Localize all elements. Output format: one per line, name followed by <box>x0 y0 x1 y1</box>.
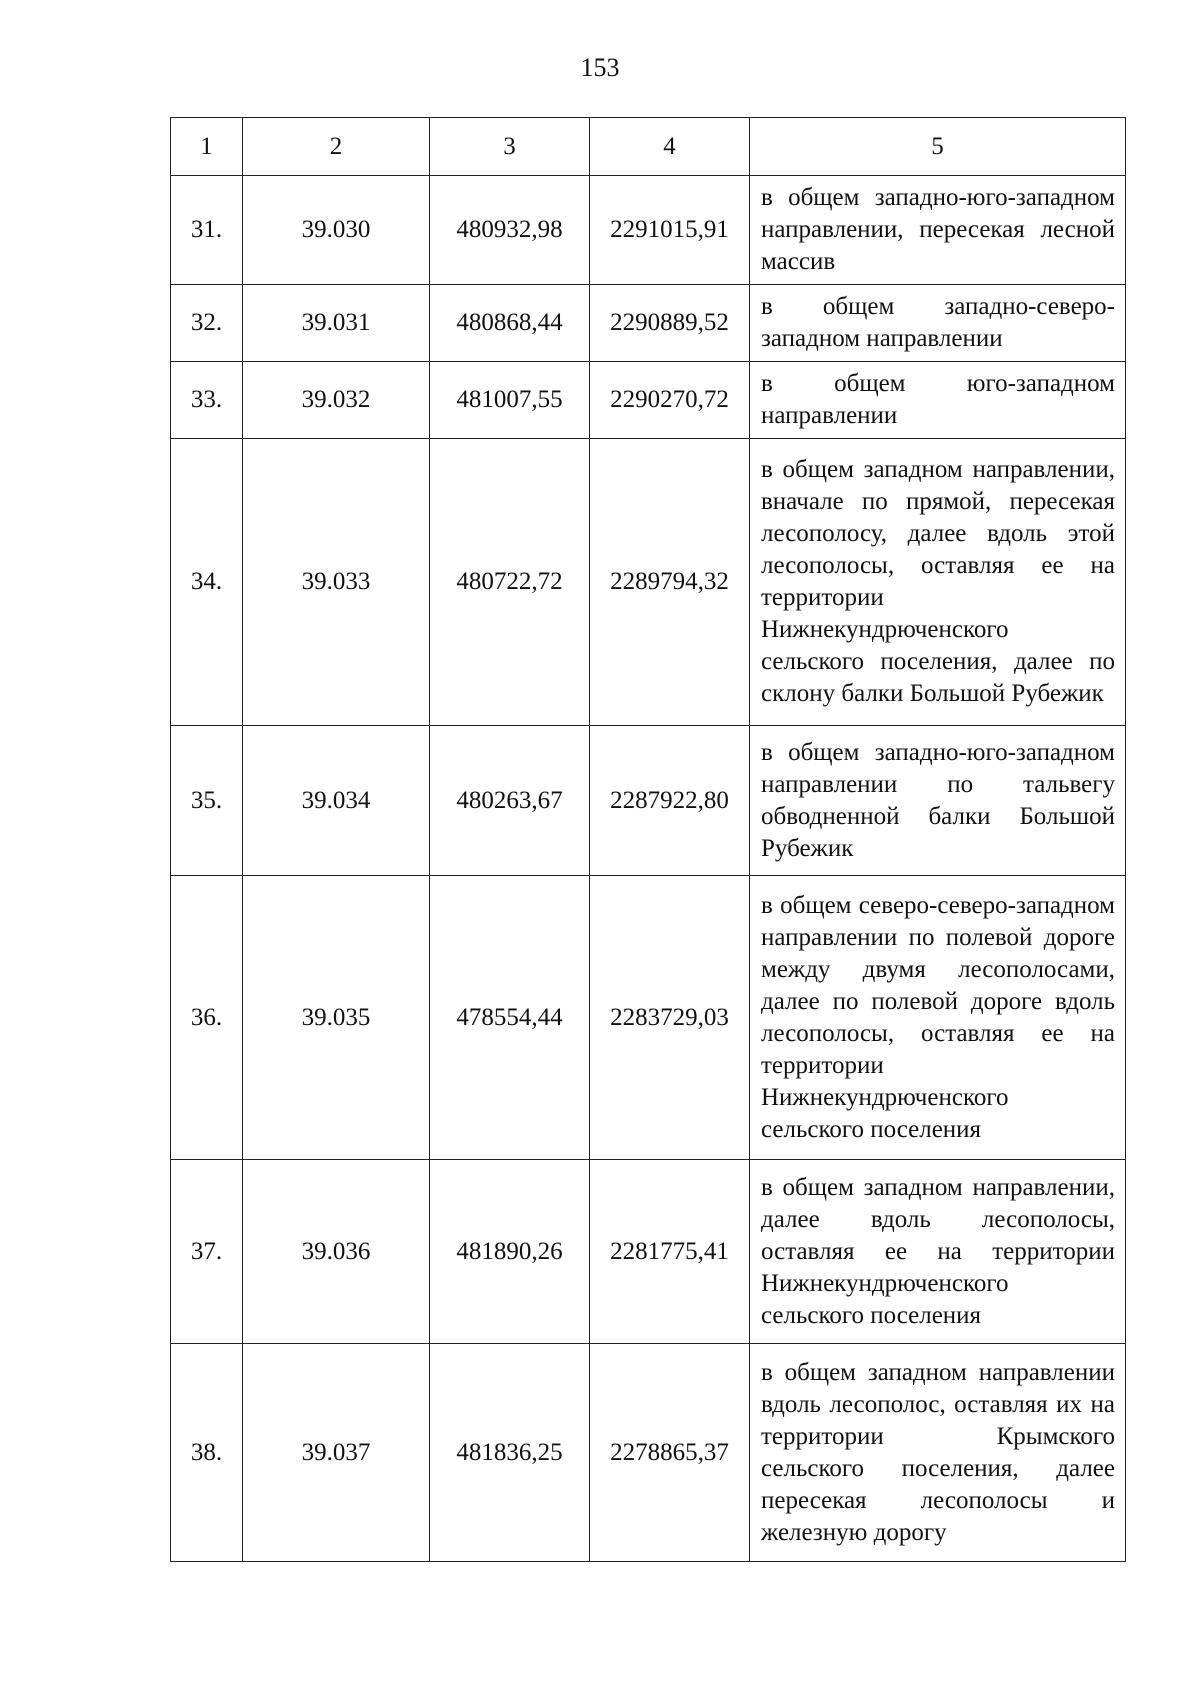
table-row <box>171 439 1126 726</box>
page-number: 153 <box>580 53 620 82</box>
y-coordinate-cell: 2283729,03 <box>590 876 750 1160</box>
x-coordinate-cell: 480722,72 <box>430 439 590 726</box>
x-coordinate-cell: 481890,26 <box>430 1160 590 1344</box>
point-id-cell: 39.036 <box>243 1160 430 1344</box>
row-number-cell: 32. <box>171 285 243 362</box>
table-row <box>171 1344 1126 1562</box>
x-coordinate-cell: 481836,25 <box>430 1344 590 1562</box>
point-id-cell: 39.034 <box>243 726 430 876</box>
column-header: 5 <box>750 118 1126 176</box>
row-number-cell: 31. <box>171 176 243 285</box>
point-id-cell: 39.037 <box>243 1344 430 1562</box>
direction-description-cell: в общем северо-северо-западном направлении по полевой дороге между двумя лесополосами, далее по полевой дороге вдоль лесополосы, оставляя ее на территории Нижнекундрюченского сельского поселения <box>750 876 1126 1160</box>
y-coordinate-cell: 2287922,80 <box>590 726 750 876</box>
boundary-points-table <box>170 117 1126 1562</box>
table-row <box>171 176 1126 285</box>
x-coordinate-cell: 480932,98 <box>430 176 590 285</box>
point-id-cell: 39.035 <box>243 876 430 1160</box>
y-coordinate-cell: 2290270,72 <box>590 362 750 439</box>
direction-description-cell: в общем юго-западном направлении <box>750 362 1126 439</box>
row-number-cell: 37. <box>171 1160 243 1344</box>
row-number-cell: 36. <box>171 876 243 1160</box>
row-number-cell: 35. <box>171 726 243 876</box>
y-coordinate-cell: 2281775,41 <box>590 1160 750 1344</box>
direction-description-cell: в общем западном направлении, вначале по прямой, пересекая лесополосу, далее вдоль этой лесополосы, оставляя ее на территории Нижнекундрюченского сельского поселения, далее по склону балки Большой Рубежик <box>750 439 1126 726</box>
column-header: 3 <box>430 118 590 176</box>
column-header: 1 <box>171 118 243 176</box>
direction-description-cell: в общем западно-юго-западном направлении по тальвегу обводненной балки Большой Рубежик <box>750 726 1126 876</box>
x-coordinate-cell: 480868,44 <box>430 285 590 362</box>
direction-description-cell: в общем западно-северо-западном направлении <box>750 285 1126 362</box>
point-id-cell: 39.033 <box>243 439 430 726</box>
table-header-row <box>171 118 1126 176</box>
row-number-cell: 38. <box>171 1344 243 1562</box>
column-header: 2 <box>243 118 430 176</box>
point-id-cell: 39.031 <box>243 285 430 362</box>
point-id-cell: 39.030 <box>243 176 430 285</box>
y-coordinate-cell: 2289794,32 <box>590 439 750 726</box>
column-header: 4 <box>590 118 750 176</box>
table-row <box>171 876 1126 1160</box>
direction-description-cell: в общем западном направлении вдоль лесополос, оставляя их на территории Крымского сельского поселения, далее пересекая лесополосы и железную дорогу <box>750 1344 1126 1562</box>
row-number-cell: 34. <box>171 439 243 726</box>
y-coordinate-cell: 2278865,37 <box>590 1344 750 1562</box>
y-coordinate-cell: 2291015,91 <box>590 176 750 285</box>
table-row <box>171 726 1126 876</box>
table-row <box>171 1160 1126 1344</box>
x-coordinate-cell: 478554,44 <box>430 876 590 1160</box>
point-id-cell: 39.032 <box>243 362 430 439</box>
table-row <box>171 362 1126 439</box>
y-coordinate-cell: 2290889,52 <box>590 285 750 362</box>
row-number-cell: 33. <box>171 362 243 439</box>
direction-description-cell: в общем западно-юго-западном направлении, пересекая лесной массив <box>750 176 1126 285</box>
direction-description-cell: в общем западном направлении, далее вдоль лесополосы, оставляя ее на территории Нижнекундрюченского сельского поселения <box>750 1160 1126 1344</box>
table-row <box>171 285 1126 362</box>
x-coordinate-cell: 480263,67 <box>430 726 590 876</box>
x-coordinate-cell: 481007,55 <box>430 362 590 439</box>
